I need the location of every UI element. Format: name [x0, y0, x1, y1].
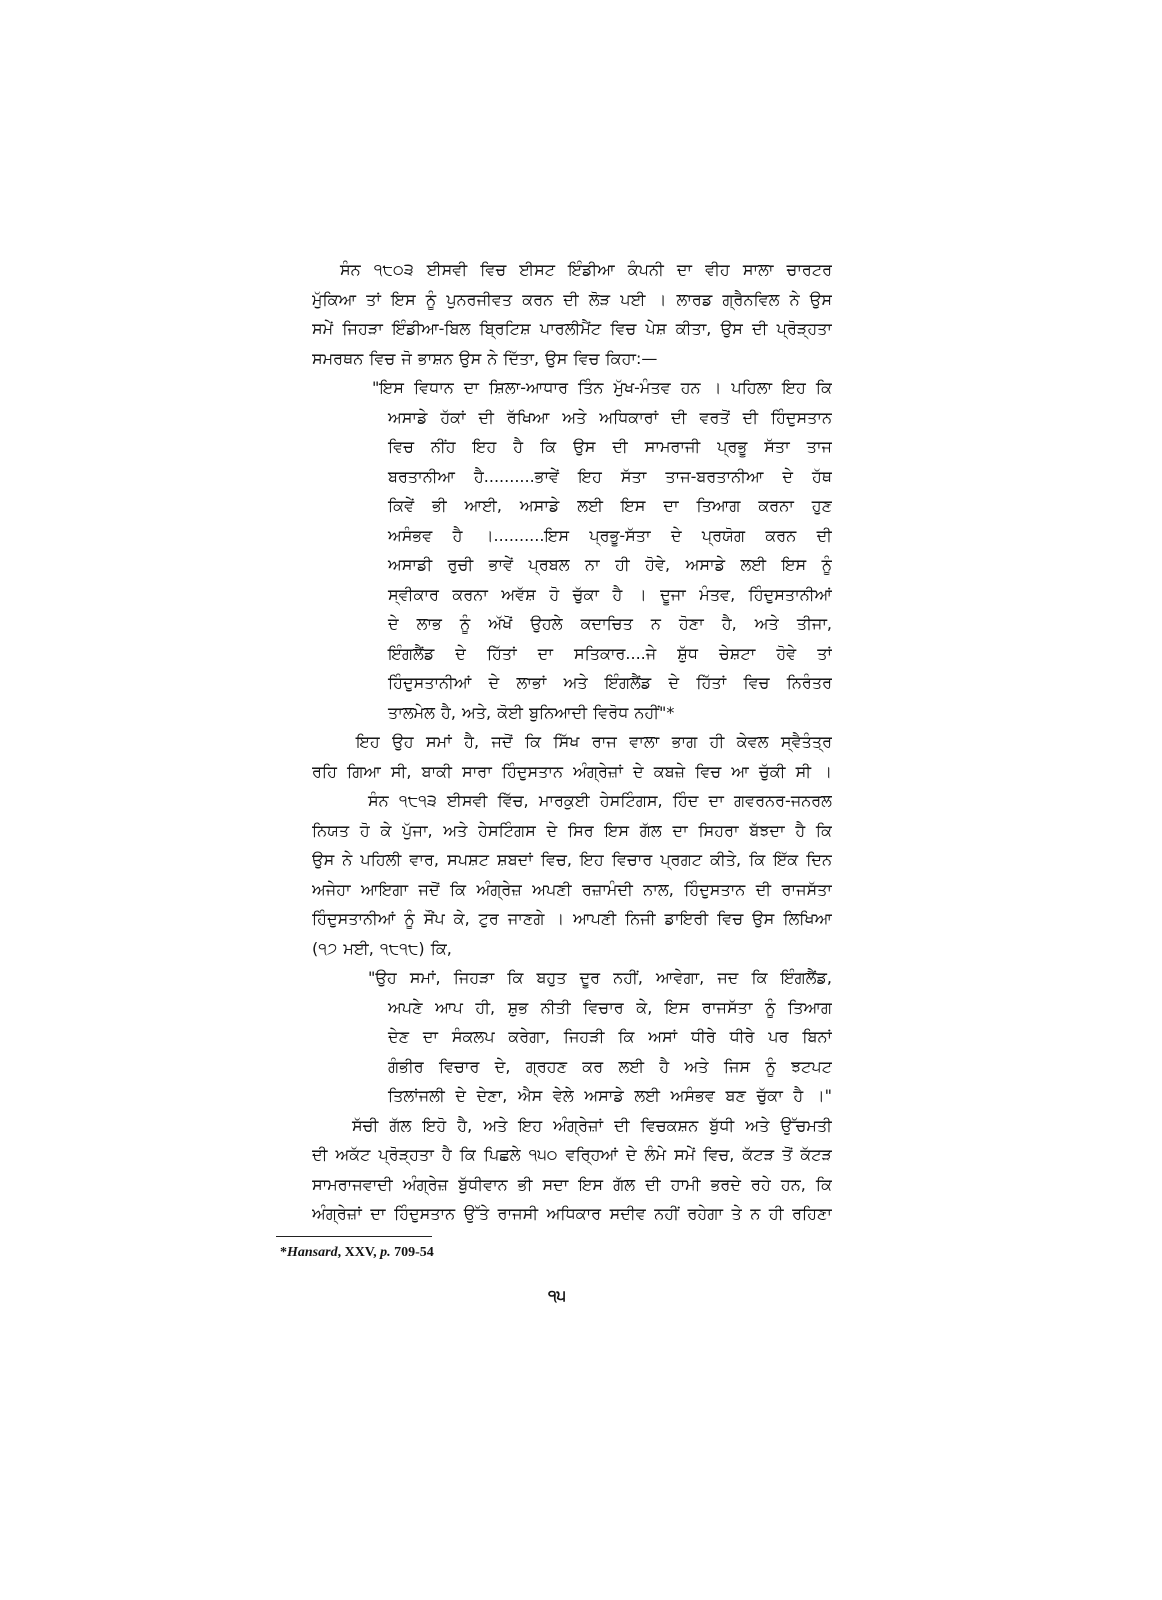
text-line: ਰਹਿ ਗਿਆ ਸੀ, ਬਾਕੀ ਸਾਰਾ ਹਿੰਦੁਸਤਾਨ ਅੰਗ੍ਰੇਜ਼ਾਂ ਦੇ ਕਬਜ਼ੇ ਵਿਚ ਆ ਚੁੱਕੀ ਸੀ । — [312, 761, 832, 781]
text-line: ਸਾਮਰਾਜਵਾਦੀ ਅੰਗ੍ਰੇਜ਼ ਬੁੱਧੀਵਾਨ ਭੀ ਸਦਾ ਇਸ ਗੱਲ ਦੀ ਹਾਮੀ ਭਰਦੇ ਰਹੇ ਹਨ, ਕਿ — [312, 1174, 832, 1194]
footnote-pages: 709-54 — [390, 1245, 434, 1260]
text-line: ਦੇ ਲਾਭ ਨੂੰ ਅੱਖੋਂ ਉਹਲੇ ਕਦਾਚਿਤ ਨ ਹੋਣਾ ਹੈ, ਅਤੇ ਤੀਜਾ, — [388, 614, 832, 633]
page-number: ੧੫ — [547, 1286, 567, 1305]
footnote-volume: , XXV, — [337, 1245, 381, 1260]
text-line: ਇੰਗਲੈਂਡ ਦੇ ਹਿੱਤਾਂ ਦਾ ਸਤਿਕਾਰ....ਜੇ ਸ਼ੁੱਧ ਚੇਸ਼ਟਾ ਹੋਵੇ ਤਾਂ — [388, 643, 832, 663]
text-line: ਗੰਭੀਰ ਵਿਚਾਰ ਦੇ, ਗ੍ਰਹਣ ਕਰ ਲਈ ਹੈ ਅਤੇ ਜਿਸ ਨੂੰ ਝਟਪਟ — [388, 1056, 832, 1076]
page-body — [312, 255, 832, 1229]
block-quote — [312, 963, 832, 1111]
text-line: ਦੀ ਅਕੱਟ ਪ੍ਰੋੜ੍ਹਤਾ ਹੈ ਕਿ ਪਿਛਲੇ ੧੫੦ ਵਰ੍ਹਿਆਂ ਦੇ ਲੰਮੇ ਸਮੇਂ ਵਿਚ, ਕੱਟੜ ਤੋਂ ਕੱਟੜ — [312, 1145, 832, 1164]
text-line: "ਉਹ ਸਮਾਂ, ਜਿਹੜਾ ਕਿ ਬਹੁਤ ਦੂਰ ਨਹੀਂ, ਆਵੇਗਾ, ਜਦ ਕਿ ਇੰਗਲੈਂਡ, — [368, 968, 832, 987]
text-line: ਅਸਾਡੀ ਰੁਚੀ ਭਾਵੇਂ ਪ੍ਰਬਲ ਨਾ ਹੀ ਹੋਵੇ, ਅਸਾਡੇ ਲਈ ਇਸ ਨੂੰ — [388, 555, 832, 574]
text-line: ਅਸਾਡੇ ਹੱਕਾਂ ਦੀ ਰੱਖਿਆ ਅਤੇ ਅਧਿਕਾਰਾਂ ਦੀ ਵਰਤੋਂ ਦੀ ਹਿੰਦੁਸਤਾਨ — [388, 407, 832, 427]
text-line: ਉਸ ਨੇ ਪਹਿਲੀ ਵਾਰ, ਸਪਸ਼ਟ ਸ਼ਬਦਾਂ ਵਿਚ, ਇਹ ਵਿਚਾਰ ਪ੍ਰਗਟ ਕੀਤੇ, ਕਿ ਇੱਕ ਦਿਨ — [312, 850, 832, 869]
text-line: ਹਿੰਦੁਸਤਾਨੀਆਂ ਨੂੰ ਸੌਂਪ ਕੇ, ਟੁਰ ਜਾਣਗੇ । ਆਪਣੀ ਨਿਜੀ ਡਾਇਰੀ ਵਿਚ ਉਸ ਲਿਖਿਆ — [312, 909, 832, 928]
text-line: ਅਸੰਭਵ ਹੈ ।..........ਇਸ ਪ੍ਰਭੂ-ਸੱਤਾ ਦੇ ਪ੍ਰਯੋਗ ਕਰਨ ਦੀ — [388, 525, 832, 545]
text-line: ਸ੍ਵੀਕਾਰ ਕਰਨਾ ਅਵੱਸ਼ ਹੋ ਚੁੱਕਾ ਹੈ । ਦੂਜਾ ਮੰਤਵ, ਹਿੰਦੁਸਤਾਨੀਆਂ — [388, 584, 832, 604]
text-line: ਵਿਚ ਨੀਂਹ ਇਹ ਹੈ ਕਿ ਉਸ ਦੀ ਸਾਮਰਾਜੀ ਪ੍ਰਭੂ ਸੱਤਾ ਤਾਜ — [388, 437, 832, 456]
text-line: ਸੱਚੀ ਗੱਲ ਇਹੋ ਹੈ, ਅਤੇ ਇਹ ਅੰਗ੍ਰੇਜ਼ਾਂ ਦੀ ਵਿਚਕਸ਼ਨ ਬੁੱਧੀ ਅਤੇ ਉੱਚਮਤੀ — [352, 1115, 832, 1135]
footnote-source: Hansard — [287, 1245, 338, 1260]
text-line: ਅਜੇਹਾ ਆਇਗਾ ਜਦੋਂ ਕਿ ਅੰਗ੍ਰੇਜ਼ ਅਪਣੀ ਰਜ਼ਾਮੰਦੀ ਨਾਲ, ਹਿੰਦੁਸਤਾਨ ਦੀ ਰਾਜਸੱਤਾ — [312, 879, 832, 899]
text-line: ਸਮੇਂ ਜਿਹੜਾ ਇੰਡੀਆ-ਬਿਲ ਬ੍ਰਿਟਿਸ਼ ਪਾਰਲੀਮੈਂਟ ਵਿਚ ਪੇਸ਼ ਕੀਤਾ, ਉਸ ਦੀ ਪ੍ਰੋੜ੍ਹਤਾ — [312, 319, 832, 338]
footnote-divider — [276, 1236, 432, 1237]
text-line: ਕਿਵੇਂ ਭੀ ਆਈ, ਅਸਾਡੇ ਲਈ ਇਸ ਦਾ ਤਿਆਗ ਕਰਨਾ ਹੁਣ — [388, 496, 832, 515]
text-line: ਅੰਗ੍ਰੇਜ਼ਾਂ ਦਾ ਹਿੰਦੁਸਤਾਨ ਉੱਤੇ ਰਾਜਸੀ ਅਧਿਕਾਰ ਸਦੀਵ ਨਹੀਂ ਰਹੇਗਾ ਤੇ ਨ ਹੀ ਰਹਿਣਾ — [312, 1204, 832, 1223]
text-line: ਇਹ ਉਹ ਸਮਾਂ ਹੈ, ਜਦੋਂ ਕਿ ਸਿੱਖ ਰਾਜ ਵਾਲਾ ਭਾਗ ਹੀ ਕੇਵਲ ਸ੍ਵੈਤੰਤ੍ਰ — [356, 732, 832, 751]
text-line: ਹਿੰਦੁਸਤਾਨੀਆਂ ਦੇ ਲਾਭਾਂ ਅਤੇ ਇੰਗਲੈਂਡ ਦੇ ਹਿੱਤਾਂ ਵਿਚ ਨਿਰੰਤਰ — [388, 673, 832, 692]
footnote — [280, 1243, 434, 1263]
paragraph — [312, 786, 832, 963]
text-line: ਨਿਯਤ ਹੋ ਕੇ ਪੁੱਜਾ, ਅਤੇ ਹੇਸਟਿੰਗਸ ਦੇ ਸਿਰ ਇਸ ਗੱਲ ਦਾ ਸਿਹਰਾ ਬੱਝਦਾ ਹੈ ਕਿ — [312, 820, 832, 840]
text-line: ਬਰਤਾਨੀਆ ਹੈ..........ਭਾਵੇਂ ਇਹ ਸੱਤਾ ਤਾਜ-ਬਰਤਾਨੀਆ ਦੇ ਹੱਥ — [388, 466, 832, 486]
paragraph — [312, 255, 832, 373]
text-line: "ਇਸ ਵਿਧਾਨ ਦਾ ਸ਼ਿਲਾ-ਆਧਾਰ ਤਿੰਨ ਮੁੱਖ-ਮੰਤਵ ਹਨ । ਪਹਿਲਾ ਇਹ ਕਿ — [372, 378, 832, 397]
text-line: (੧੭ ਮਈ, ੧੮੧੮) ਕਿ, — [312, 938, 452, 958]
text-line: ਤਾਲਮੇਲ ਹੈ, ਅਤੇ, ਕੋਈ ਬੁਨਿਆਦੀ ਵਿਰੋਧ ਨਹੀਂ"* — [388, 702, 675, 722]
text-line: ਸਮਰਥਨ ਵਿਚ ਜੋ ਭਾਸ਼ਨ ਉਸ ਨੇ ਦਿੱਤਾ, ਉਸ ਵਿਚ ਕਿਹਾ:— — [312, 348, 658, 368]
text-line: ਅਪਣੇ ਆਪ ਹੀ, ਸ਼ੁਭ ਨੀਤੀ ਵਿਚਾਰ ਕੇ, ਇਸ ਰਾਜਸੱਤਾ ਨੂੰ ਤਿਆਗ — [388, 997, 832, 1017]
paragraph — [312, 1111, 832, 1229]
paragraph — [312, 727, 832, 786]
text-line: ਮੁੱਕਿਆ ਤਾਂ ਇਸ ਨੂੰ ਪੁਨਰਜੀਵਤ ਕਰਨ ਦੀ ਲੋੜ ਪਈ । ਲਾਰਡ ਗ੍ਰੈਨਵਿਲ ਨੇ ਉਸ — [312, 289, 832, 309]
footnote-marker: * — [280, 1245, 287, 1260]
text-line: ਤਿਲਾਂਜਲੀ ਦੇ ਦੇਣਾ, ਐਸ ਵੇਲੇ ਅਸਾਡੇ ਲਈ ਅਸੰਭਵ ਬਣ ਚੁੱਕਾ ਹੈ ।" — [388, 1086, 832, 1105]
text-line: ਦੇਣ ਦਾ ਸੰਕਲਪ ਕਰੇਗਾ, ਜਿਹੜੀ ਕਿ ਅਸਾਂ ਧੀਰੇ ਧੀਰੇ ਪਰ ਬਿਨਾਂ — [388, 1027, 832, 1046]
text-line: ਸੰਨ ੧੮੦੩ ਈਸਵੀ ਵਿਚ ਈਸਟ ਇੰਡੀਆ ਕੰਪਨੀ ਦਾ ਵੀਹ ਸਾਲਾ ਚਾਰਟਰ — [340, 260, 832, 279]
footnote-page-abbr: p. — [380, 1245, 391, 1260]
block-quote — [312, 373, 832, 727]
text-line: ਸੰਨ ੧੮੧੩ ਈਸਵੀ ਵਿੱਚ, ਮਾਰਕੁਈ ਹੇਸਟਿੰਗਸ, ਹਿੰਦ ਦਾ ਗਵਰਨਰ-ਜਨਰਲ — [368, 791, 832, 810]
